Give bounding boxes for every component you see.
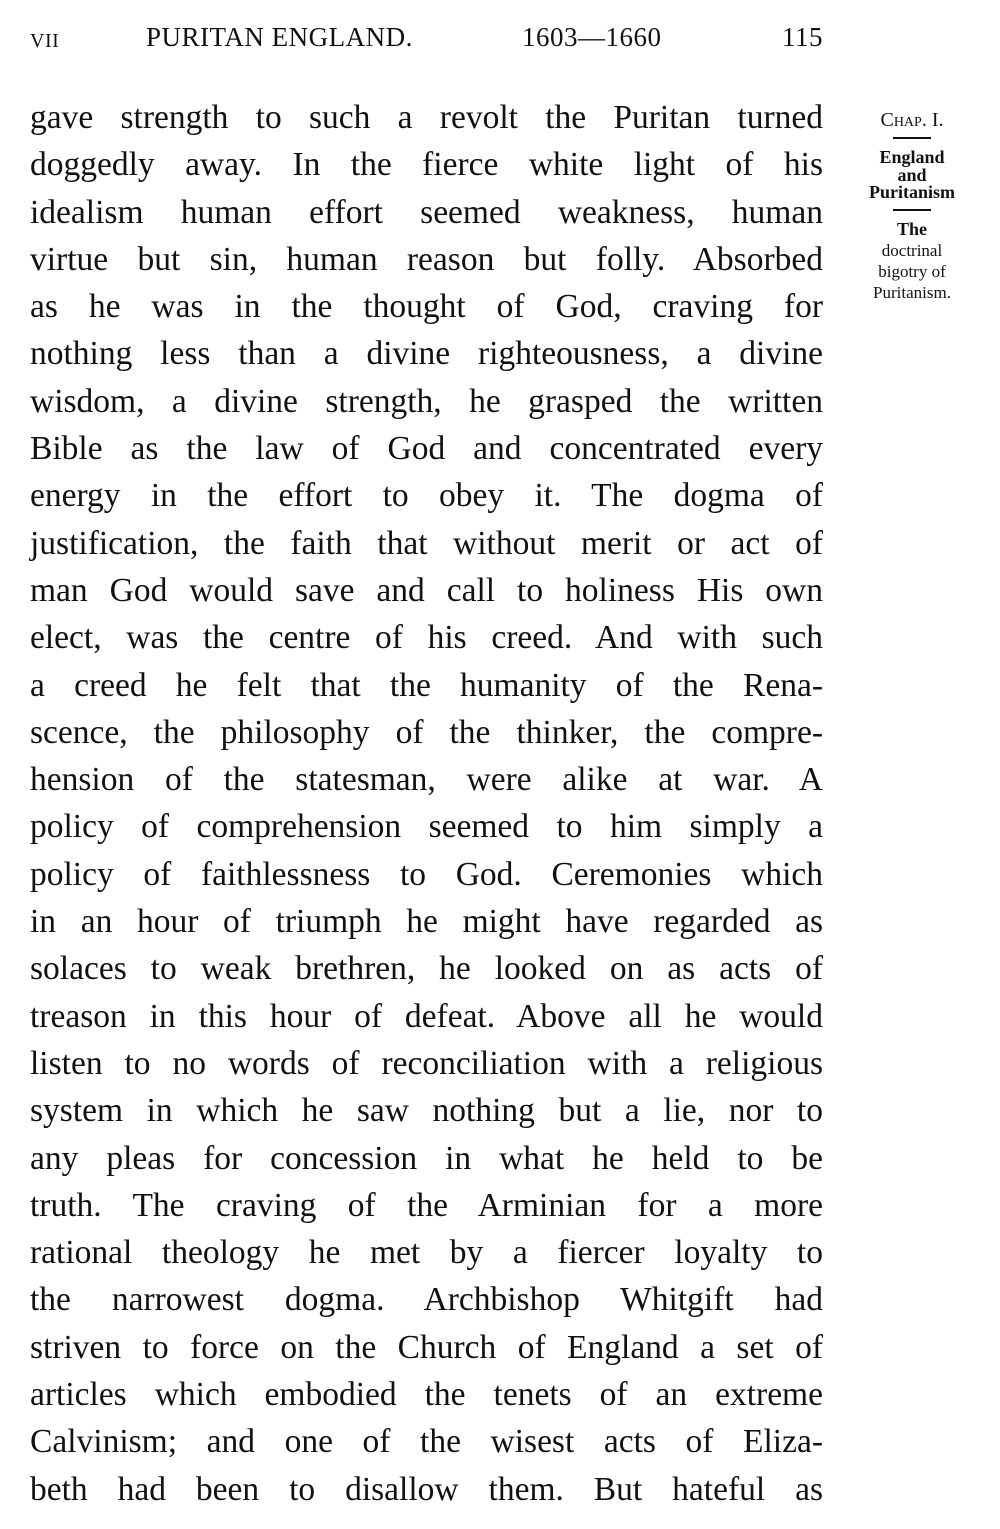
text-line: doggedly away. In the fierce white light of his [30,146,823,184]
text-line: any pleas for concession in what he held to be [30,1139,823,1177]
text-line: hension of the statesman, were alike at war. A [30,761,823,799]
text-line: man God would save and call to holiness His own [30,571,823,609]
text-line: beth had been to disallow them. But hateful as [30,1470,823,1508]
text-line: in an hour of triumph he might have regarded as [30,903,823,941]
text-line: energy in the effort to obey it. The dogma of [30,477,823,515]
text-line: elect, was the centre of his creed. And with such [30,619,823,657]
running-head-volume: VII [30,30,60,52]
body-text [30,94,823,1513]
text-line: treason in this hour of defeat. Above all he would [30,997,823,1035]
text-line: scence, the philosophy of the thinker, the compre- [30,713,823,751]
sidenote-topic-line: doctrinal [881,241,943,260]
text-line: truth. The craving of the Arminian for a more [30,1186,823,1224]
text-line: policy of faithlessness to God. Ceremonies which [30,855,823,893]
text-line: gave strength to such a revolt the Puritan turned [30,99,823,136]
margin-notes [832,110,992,303]
text-line: solaces to weak brethren, he looked on as acts of [30,950,823,988]
running-head-title: PURITAN ENGLAND. [146,22,413,52]
text-line: articles which embodied the tenets of an extreme [30,1376,823,1414]
sidenote-divider [893,209,931,211]
sidenote-divider [893,137,931,139]
text-line: as he was in the thought of God, craving for [30,288,823,326]
text-line: Calvinism; and one of the wisest acts of Eliza- [30,1423,823,1461]
text-line: wisdom, a divine strength, he grasped the written [30,382,823,420]
sidenote-topic-line: bigotry of [878,262,946,281]
text-line: idealism human effort seemed weakness, human [30,193,823,231]
text-line: policy of comprehension seemed to him simply a [30,808,823,846]
text-line: the narrowest dogma. Archbishop Whitgift had [30,1281,823,1319]
sidenote-section-line: Puritanism [868,182,955,202]
text-line: Bible as the law of God and concentrated every [30,430,823,468]
sidenote-topic-line: Puritanism. [873,283,951,302]
text-line: system in which he saw nothing but a lie, nor to [30,1092,823,1130]
text-line: listen to no words of reconciliation with a religious [30,1044,823,1082]
sidenote-chapter: Chap. I. [880,109,944,131]
text-line: justification, the faith that without merit or act of [30,524,823,562]
text-line: rational theology he met by a fiercer loyalty to [30,1234,823,1272]
sidenote-topic-line: The [896,219,927,239]
sidenote-section-line: and [897,165,927,185]
text-line: virtue but sin, human reason but folly. Absorbed [30,240,823,278]
sidenote-section-line: England [879,147,945,167]
running-head-years: 1603—1660 [522,22,662,52]
text-line: nothing less than a divine righteousness, a divine [30,335,823,373]
text-line: a creed he felt that the humanity of the Rena- [30,666,823,704]
page-number: 115 [782,22,823,52]
text-line: striven to force on the Church of England a set of [30,1328,823,1366]
